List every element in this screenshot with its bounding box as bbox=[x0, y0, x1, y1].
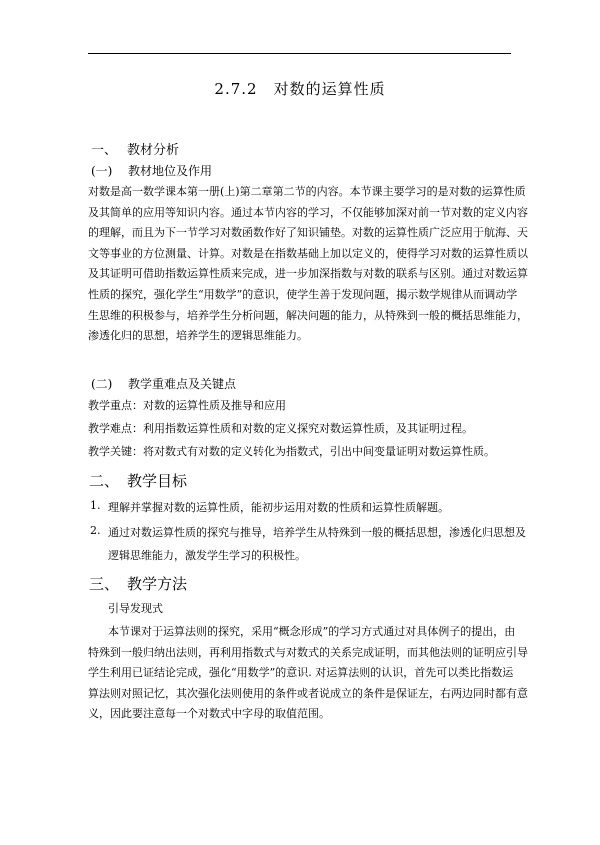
sub2-heading: 教学重难点及关键点 bbox=[128, 377, 237, 391]
paragraph-line: 渗透化归的思想，培养学生的逻辑思维能力。 bbox=[88, 329, 308, 343]
sub1-paragraph bbox=[88, 182, 528, 347]
header-rule bbox=[88, 53, 511, 54]
section1-number: 一、 bbox=[91, 143, 118, 158]
teaching-key-point: 教学重点：对数的运算性质及推导和应用 bbox=[88, 399, 286, 412]
goal-2-number: 2. bbox=[90, 524, 101, 537]
section2-heading: 教学目标 bbox=[127, 472, 188, 490]
goal-1-text: 理解并掌握对数的运算性质，能初步运用对数的性质和运算性质解题。 bbox=[108, 501, 449, 514]
sub2-number: (二) bbox=[91, 377, 113, 391]
goal-2-text: 通过对数运算性质的探究与推导，培养学生从特殊到一般的概括思想，渗透化归思想及 bbox=[108, 526, 526, 539]
page-title: 2.7.2 对数的运算性质 bbox=[214, 80, 386, 98]
teaching-difficulty: 教学难点：利用指数运算性质和对数的定义探究对数运算性质，及其证明过程。 bbox=[88, 422, 473, 435]
goal-2-text-cont: 逻辑思维能力，激发学生学习的积极性。 bbox=[108, 549, 306, 562]
sub1-heading: 教材地位及作用 bbox=[128, 164, 213, 178]
paragraph-line: 及其简单的应用等知识内容。通过本节内容的学习，不仅能够加深对前一节对数的定义内容 bbox=[88, 205, 528, 219]
paragraph-line: 学生利用已证结论完成，强化“用数学”的意识. 对运算法则的认识，首先可以类比指数运 bbox=[88, 666, 514, 680]
teaching-method: 引导发现式 bbox=[108, 602, 163, 615]
paragraph-line: 特殊到一般归纳出法则，再利用指数式与对数式的关系完成证明，而其他法则的证明应引导 bbox=[88, 645, 528, 659]
section1-heading: 教材分析 bbox=[127, 143, 180, 158]
teaching-crux: 教学关键：将对数式有对数的定义转化为指数式，引出中间变量证明对数运算性质。 bbox=[88, 445, 495, 458]
paragraph-line: 算法则对照记忆，其次强化法则使用的条件或者说成立的条件是保证左，右两边同时都有意 bbox=[88, 686, 528, 700]
paragraph-line: 文等事业的方位测量、计算。对数是在指数基础上加以定义的，使得学习对数的运算性质以 bbox=[88, 246, 528, 260]
section2-number: 二、 bbox=[89, 472, 120, 490]
sub1-number: (一) bbox=[91, 164, 113, 178]
section3-paragraph bbox=[88, 622, 528, 725]
section3-number: 三、 bbox=[89, 575, 120, 593]
paragraph-line: 本节课对于运算法则的探究，采用“概念形成”的学习方式通过对具体例子的提出，由 bbox=[108, 625, 516, 638]
goal-1-number: 1. bbox=[90, 499, 101, 512]
paragraph-line: 性质的探究，强化学生“用数学”的意识，使学生善于发现问题，揭示数学规律从而调动学 bbox=[88, 287, 518, 301]
paragraph-line: 对数是高一数学课本第一册(上)第二章第二节的内容。本节课主要学习的是对数的运算性质 bbox=[88, 185, 526, 198]
paragraph-line: 及其证明可借助指数运算性质来完成，进一步加深指数与对数的联系与区别。通过对数运算 bbox=[88, 267, 528, 281]
paragraph-line: 的理解，而且为下一节学习对数函数作好了知识铺垫。对数的运算性质广泛应用于航海、天 bbox=[88, 226, 528, 240]
section3-heading: 教学方法 bbox=[127, 575, 188, 593]
paragraph-line: 义，因此要注意每一个对数式中字母的取值范围。 bbox=[88, 707, 330, 721]
paragraph-line: 生思维的积极参与，培养学生分析问题，解决问题的能力，从特殊到一般的概括思维能力， bbox=[88, 308, 528, 322]
